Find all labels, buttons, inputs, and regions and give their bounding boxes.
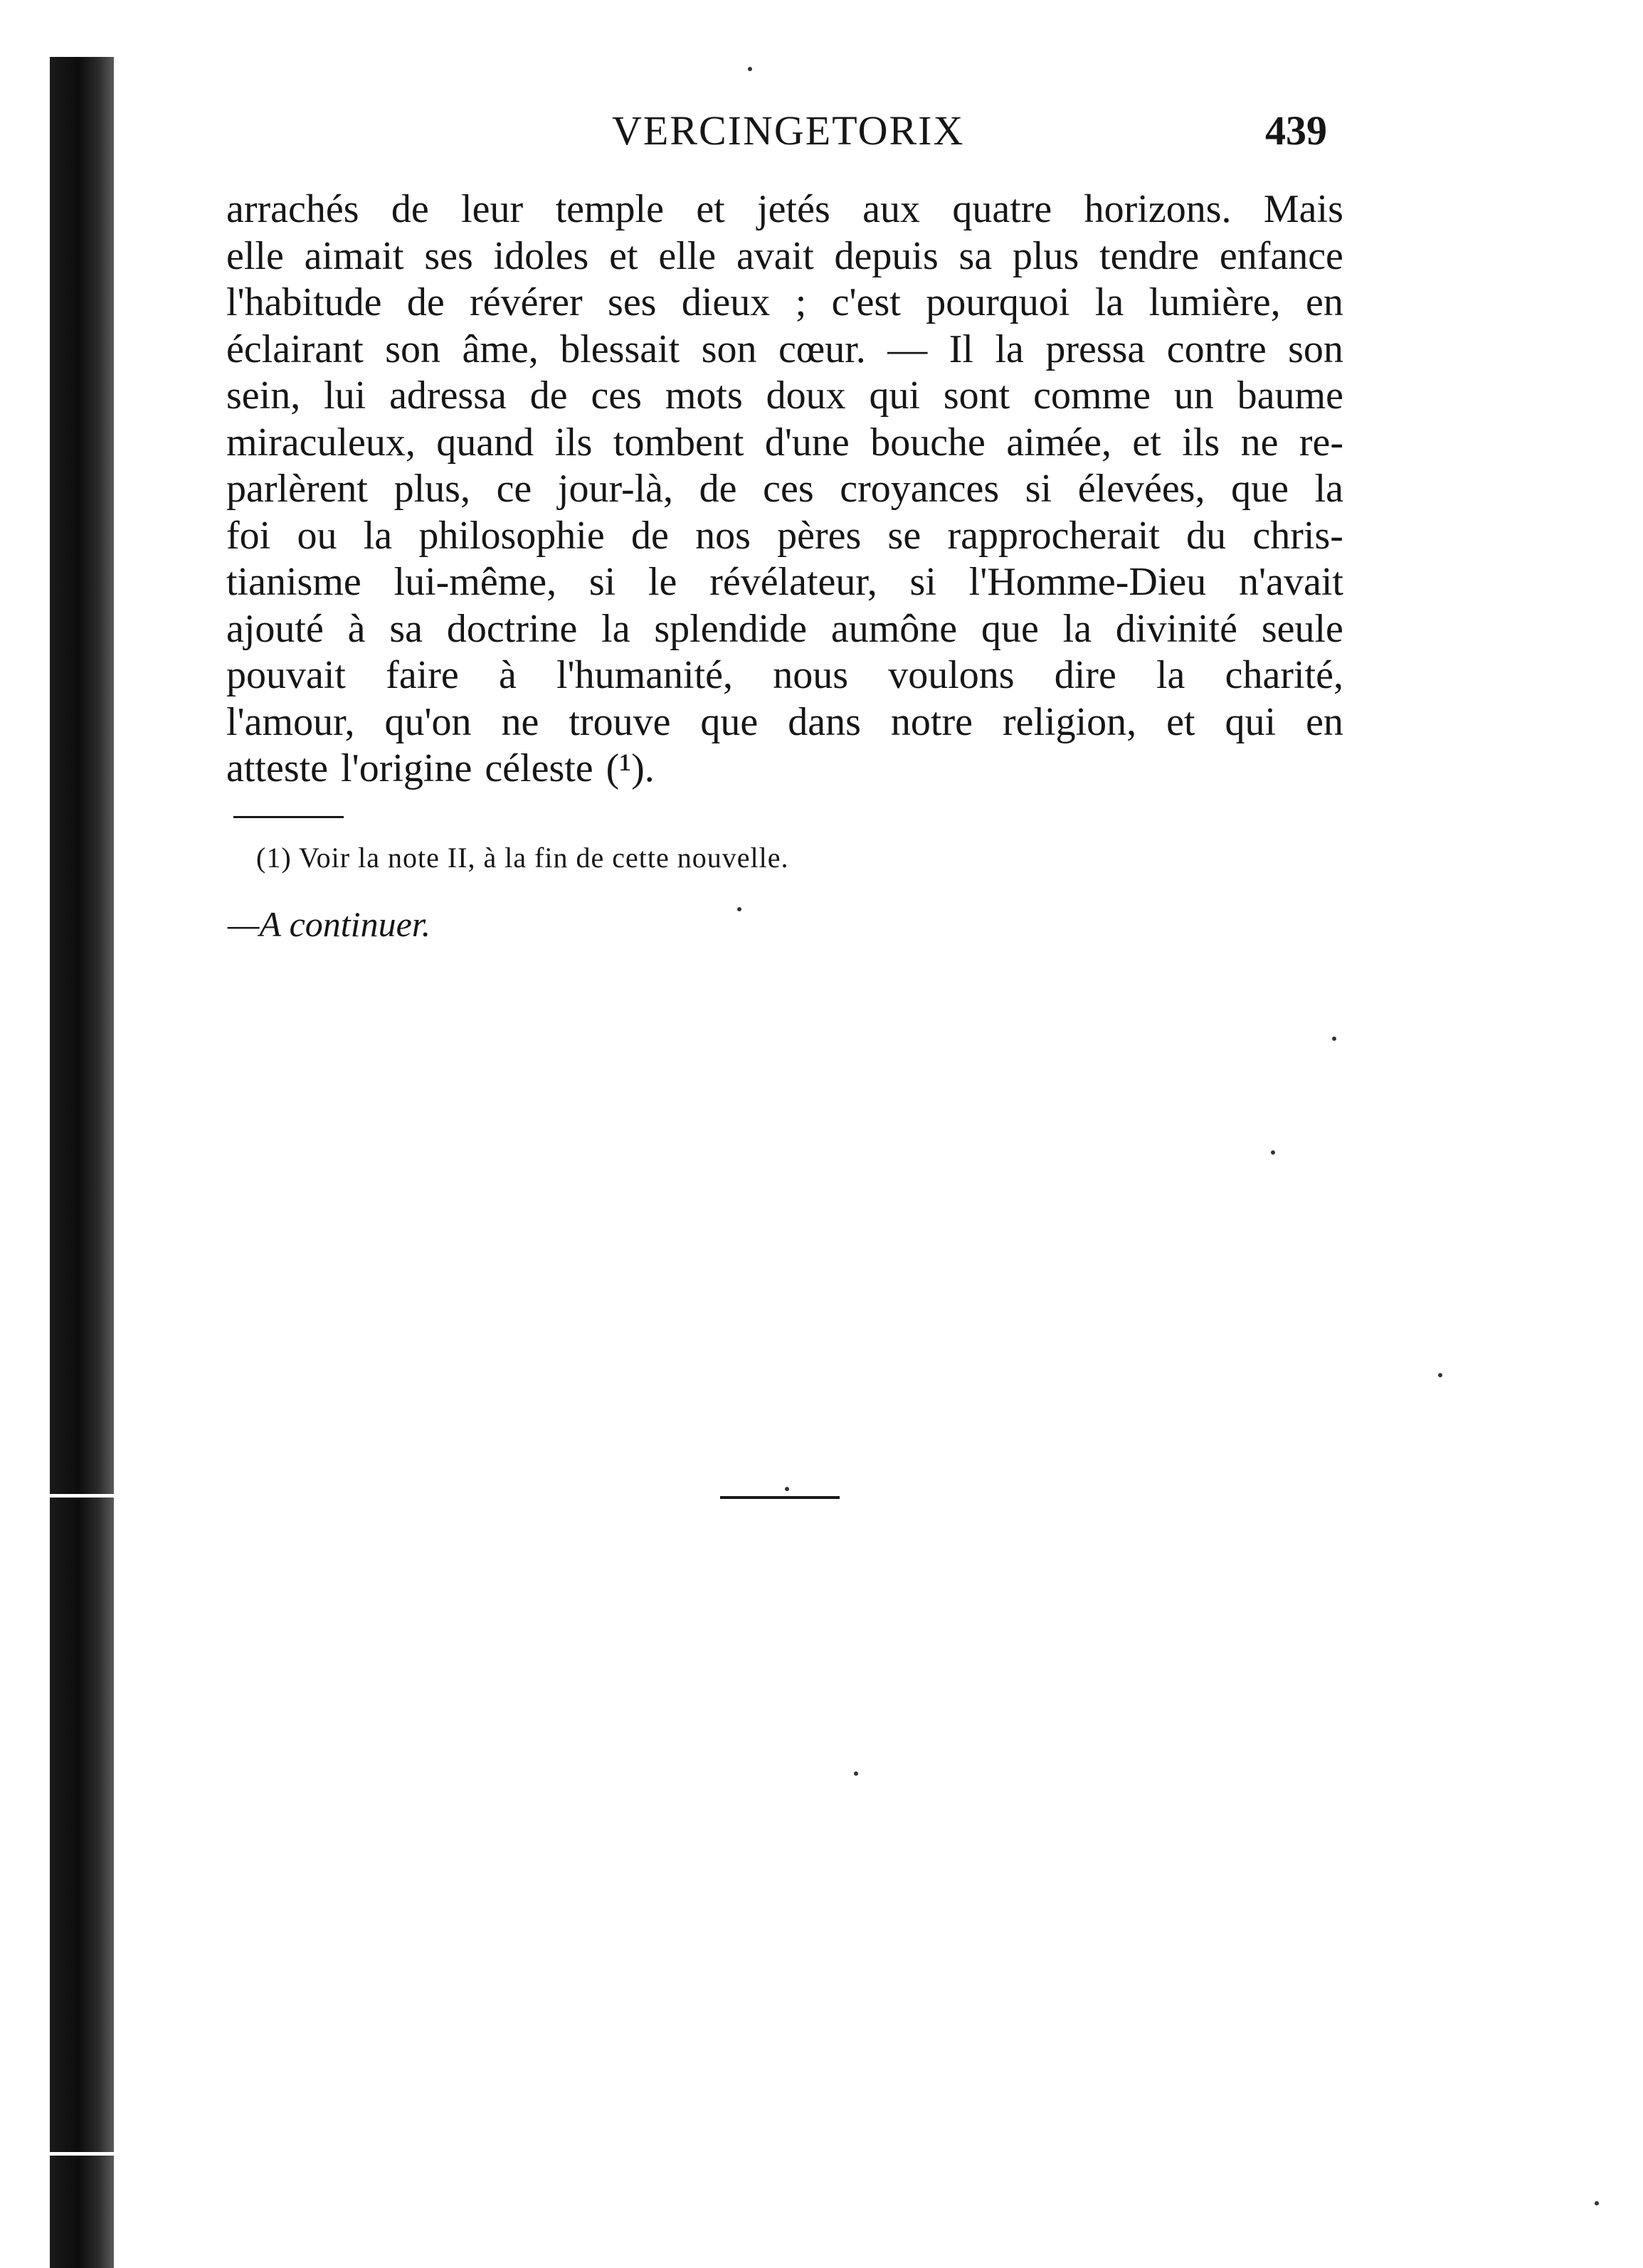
running-title: VERCINGETORIX: [612, 107, 965, 154]
text-line: foi ou la philosophie de nos pères se rapprocherait du chris-: [226, 513, 1343, 558]
page-binding-edge: [50, 57, 114, 2268]
print-speck: [854, 1771, 858, 1776]
print-speck: [1595, 2201, 1599, 2205]
footnote: (1) Voir la note II, à la fin de cette nouvelle.: [256, 842, 789, 874]
binding-edge-mark: [50, 2152, 114, 2156]
text-line: atteste l'origine céleste (¹).: [226, 746, 655, 790]
text-line: ajouté à sa doctrine la splendide aumône que la divinité seule: [226, 606, 1343, 651]
footnote-rule: [233, 816, 344, 818]
text-line: l'habitude de révérer ses dieux ; c'est pourquoi la lumière, en: [226, 280, 1343, 324]
text-line: parlèrent plus, ce jour-là, de ces croyances si élevées, que la: [226, 467, 1343, 511]
text-line: pouvait faire à l'humanité, nous voulons dire la charité,: [226, 653, 1343, 697]
binding-edge-mark: [50, 1494, 114, 1498]
text-line: l'amour, qu'on ne trouve que dans notre religion, et qui en: [226, 699, 1343, 744]
print-speck: [1438, 1373, 1442, 1377]
text-line: sein, lui adressa de ces mots doux qui sont comme un baume: [226, 373, 1343, 418]
page-number: 439: [1265, 107, 1327, 154]
text-line: arrachés de leur temple et jetés aux quatre horizons. Mais: [226, 187, 1343, 231]
print-speck: [748, 67, 752, 71]
text-line: elle aimait ses idoles et elle avait depuis sa plus tendre enfance: [226, 233, 1343, 278]
print-speck: [1332, 1037, 1336, 1041]
print-speck: [737, 907, 741, 911]
text-line: éclairant son âme, blessait son cœur. — Il la pressa contre son: [226, 327, 1343, 371]
body-paragraph: [226, 186, 1343, 793]
end-rule: [720, 1496, 840, 1499]
text-line: miraculeux, quand ils tombent d'une bouche aimée, et ils ne re-: [226, 420, 1343, 465]
print-speck: [785, 1487, 789, 1491]
continuation-note: —A continuer.: [228, 904, 431, 944]
print-speck: [1271, 1150, 1275, 1155]
text-line: tianisme lui-même, si le révélateur, si l'Homme-Dieu n'avait: [226, 560, 1343, 604]
